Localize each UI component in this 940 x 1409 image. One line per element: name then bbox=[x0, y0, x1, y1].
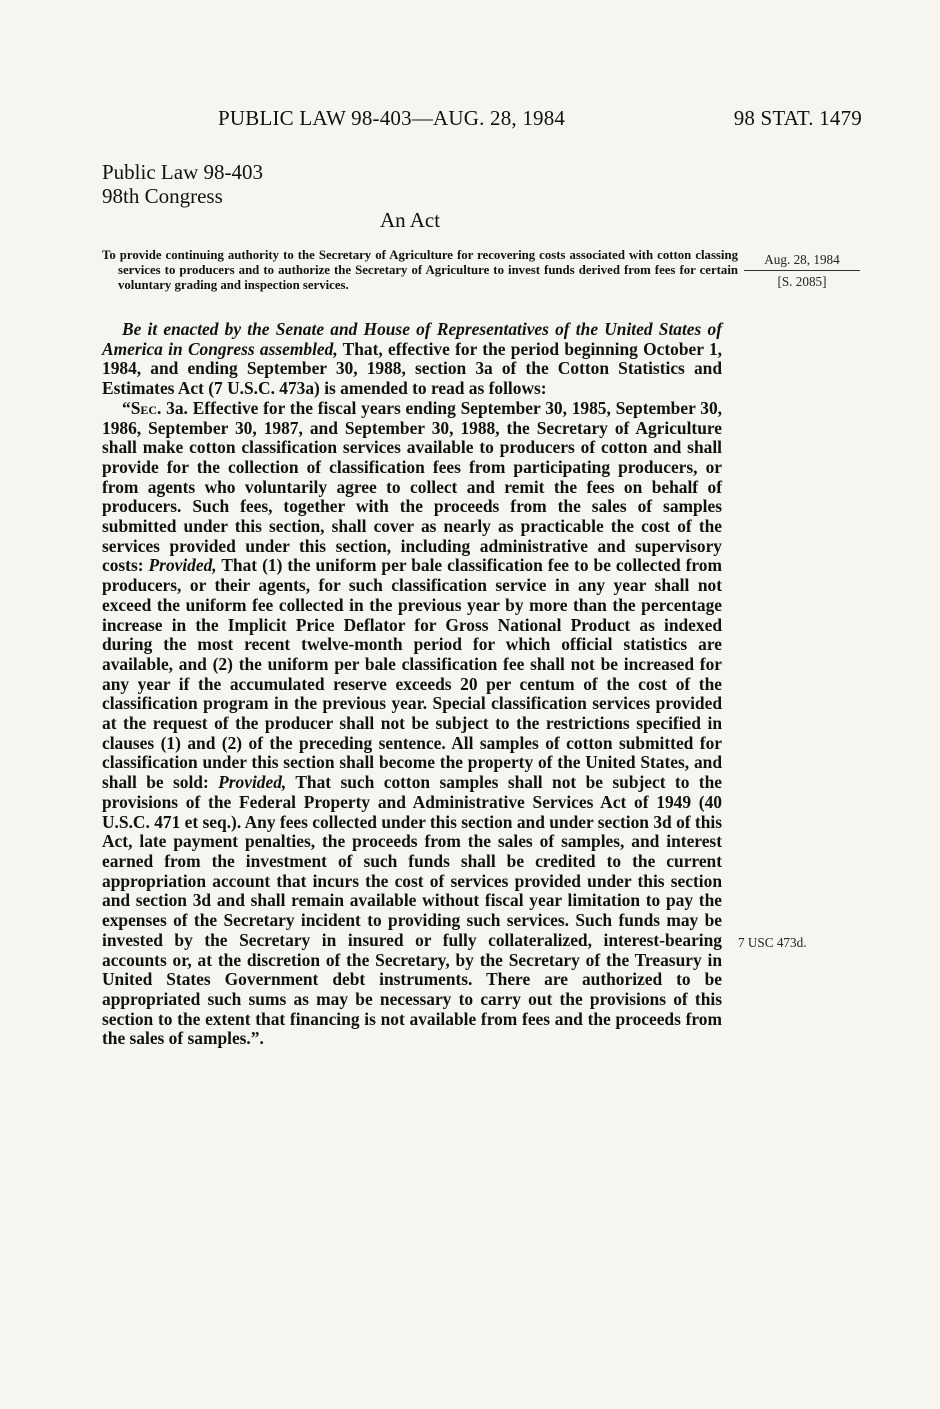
running-head-title: PUBLIC LAW 98-403—AUG. 28, 1984 bbox=[218, 106, 566, 130]
margin-usc-note: 7 USC 473d. bbox=[738, 935, 807, 950]
act-heading-text: An Act bbox=[379, 208, 441, 232]
section-3a-paragraph bbox=[102, 399, 722, 1049]
enacting-paragraph bbox=[102, 320, 722, 399]
act-body bbox=[102, 320, 722, 1049]
bill-number: [S. 2085] bbox=[777, 274, 827, 289]
enacting-text: That, effective for the period beginning October 1, 1984, and ending September 30, 1988, section 3a of the Cotton Statistics and Estimates Act (7 U.S.C. 473a) is amended to read as follows: bbox=[102, 338, 722, 399]
open-quote: “ bbox=[122, 397, 131, 418]
section-number: . 3a. bbox=[157, 397, 188, 418]
section-text-part-2: That (1) the uniform per bale classification fee to be collected from producers, or their agents, for such classification service in any year shall not exceed the uniform fee collected in the previous year by more than the percentage increase in the Implicit Price Deflator for Gross National Product as indexed during the most recent twelve-month period for which official statistics are available, and (2) the uniform per bale classification fee shall not be increased for any year if the accumulated reserve exceeds 20 per centum of the cost of the classification program in the previous year. Special classification services provided at the request of the producer shall not be subject to the restrictions specified in clauses (1) and (2) of the preceding sentence. All samples of cotton submitted for classification under this section shall become the property of the United States, and shall be sold: bbox=[102, 555, 722, 793]
margin-date-note bbox=[744, 252, 860, 290]
congress-number: 98th Congress bbox=[102, 184, 223, 208]
act-heading bbox=[0, 208, 820, 233]
running-head bbox=[210, 106, 862, 136]
purpose-statement: To provide continuing authority to the Secretary of Agriculture for recovering costs associated with cotton classing services to producers and to authorize the Secretary of Agriculture to invest funds derived from fees for certain voluntary grading and inspection services. bbox=[102, 248, 738, 292]
section-text-part-1: Effective for the fiscal years ending September 30, 1985, September 30, 1986, September 30, 1987, and September 30, 1988, the Secretary of Agriculture shall make cotton classification services available to producers of cotton and shall provide for the collection of classification fees from participating producers, or from agents who voluntarily agree to collect and remit the fees on behalf of producers. Such fees, together with the proceeds from the sales of samples submitted under this section, shall cover as nearly as practicable the cost of the services provided under this section, including administrative and supervisory costs: bbox=[102, 397, 722, 576]
approval-date: Aug. 28, 1984 bbox=[744, 252, 860, 271]
proviso-2: Provided, bbox=[218, 772, 287, 793]
statute-page-number: 98 STAT. 1479 bbox=[733, 106, 862, 130]
public-law-number: Public Law 98-403 bbox=[102, 160, 263, 184]
proviso-1: Provided, bbox=[148, 555, 217, 576]
section-text-part-3: That such cotton samples shall not be subject to the provisions of the Federal Property and Administrative Services Act of 1949 (40 U.S.C. 471 et seq.). Any fees collected under this section and under section 3d of this Act, late payment penalties, the proceeds from the sales of samples, and interest earned from the investment of such funds shall be credited to the current appropriation account that incurs the cost of services provided under this section and section 3d and shall remain available without fiscal year limitation to pay the expenses of the Secretary incident to providing such services. Such funds may be invested by the Secretary in insured or fully collateralized, interest-bearing accounts or, at the discretion of the Secretary, by the Secretary of the Treasury in United States Government debt instruments. There are authorized to be appropriated such sums as may be necessary to carry out the provisions of this section to the extent that financing is not available from fees and the proceeds from the sales of samples.”. bbox=[102, 772, 722, 1049]
law-identification bbox=[102, 160, 263, 208]
section-label: Sec bbox=[130, 397, 158, 418]
enacting-clause: Be it enacted by the Senate and House of Representatives of the United States of America in Congress assembled, bbox=[102, 319, 722, 359]
